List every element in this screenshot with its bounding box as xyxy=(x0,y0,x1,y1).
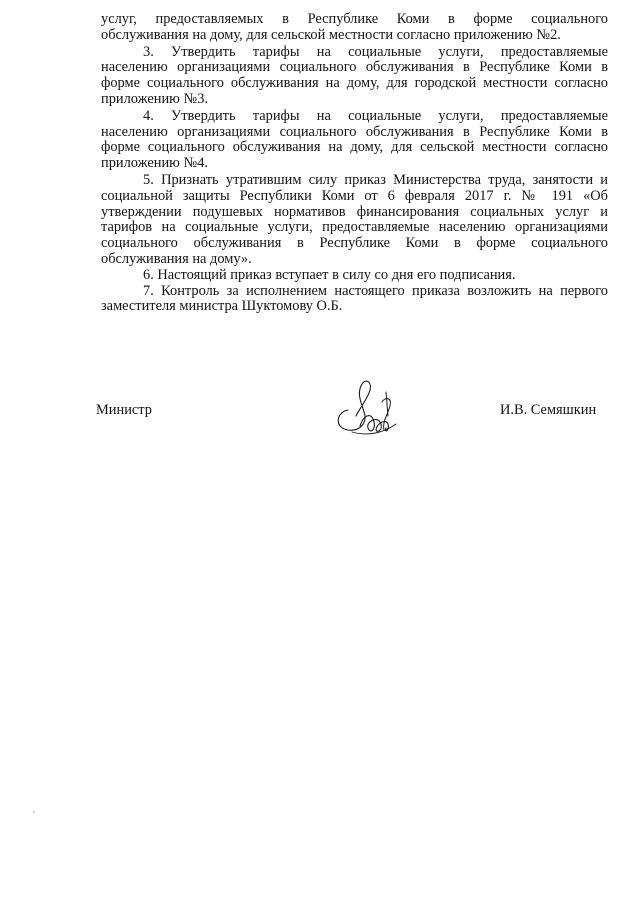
text-line: форме социального обслуживания на дому, для городской местности согласно xyxy=(101,75,608,92)
order-text xyxy=(101,12,608,315)
paragraph-4 xyxy=(101,109,608,172)
text-line: обслуживания на дому, для сельской местности согласно приложению №2. xyxy=(101,26,561,43)
text-line: утверждении подушевых нормативов финансирования социальных услуг и xyxy=(101,203,608,220)
scan-speck xyxy=(33,811,35,813)
handwritten-signature xyxy=(326,372,406,442)
paragraph-5 xyxy=(101,173,608,268)
text-line: форме социального обслуживания на дому, для сельской местности согласно xyxy=(101,139,608,156)
text-line: 7. Контроль за исполнением настоящего приказа возложить на первого xyxy=(143,282,608,299)
text-line: 4. Утвердить тарифы на социальные услуги, предоставляемые xyxy=(143,107,608,124)
paragraph-3 xyxy=(101,45,608,108)
paragraph-2-continuation xyxy=(101,12,608,44)
text-line: социальной защиты Республики Коми от 6 февраля 2017 г. № 191 «Об xyxy=(101,187,608,204)
signatory-title: Министр xyxy=(96,402,152,418)
text-line: заместителя министра Шуктомову О.Б. xyxy=(101,298,343,315)
text-line: 5. Признать утратившим силу приказ Министерства труда, занятости и xyxy=(143,171,608,188)
text-line: приложению №3. xyxy=(101,90,209,107)
text-line: приложению №4. xyxy=(101,155,209,172)
text-line: населению организациями социального обслуживания в Республике Коми в xyxy=(101,59,608,76)
paragraph-6: 6. Настоящий приказ вступает в силу со дня его подписания. xyxy=(143,266,516,283)
text-line: населению организациями социального обслуживания в Республике Коми в xyxy=(101,123,608,140)
paragraph-7 xyxy=(101,284,608,316)
text-line: обслуживания на дому». xyxy=(101,250,252,267)
text-line: услуг, предоставляемых в Республике Коми в форме социального xyxy=(101,11,608,27)
text-line: 3. Утвердить тарифы на социальные услуги, предоставляемые xyxy=(143,43,608,60)
signatory-name: И.В. Семяшкин xyxy=(500,402,597,418)
text-line: тарифов на социальные услуги, предоставляемые населению организациями xyxy=(101,219,608,236)
text-line: социального обслуживания в Республике Коми в форме социального xyxy=(101,235,608,252)
